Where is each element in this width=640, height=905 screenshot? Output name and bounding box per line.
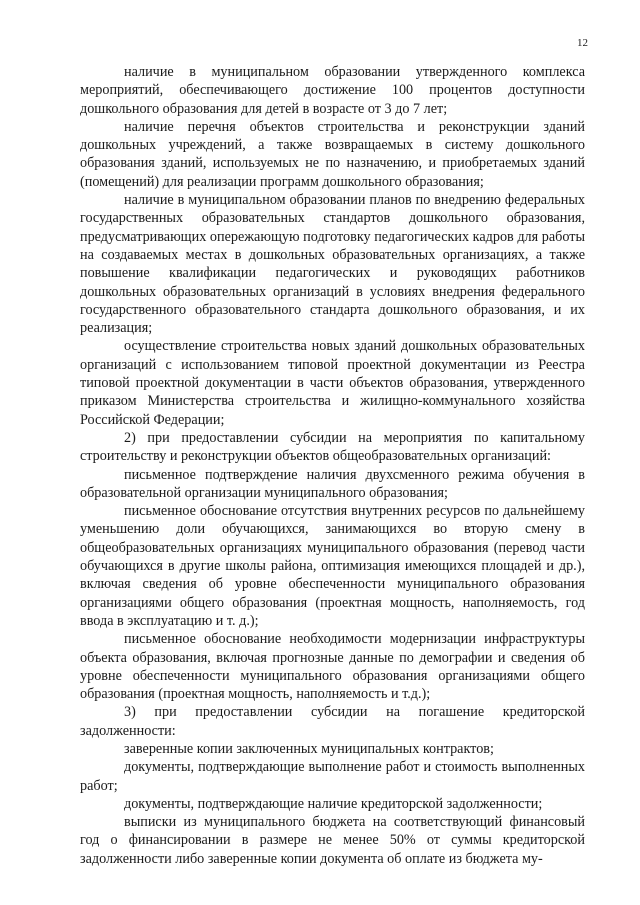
paragraph: документы, подтверждающие выполнение работ и стоимость выполненных работ; <box>80 759 585 794</box>
paragraph: осуществление строительства новых зданий дошкольных образовательных организаций с использованием типовой проектной документации из Реестра типовой проектной документации в части объектов образования, утвержденного приказом Министерства строительства и жилищно-коммунального хозяйства Российской Федерации; <box>80 338 585 428</box>
page-number: 12 <box>577 37 588 49</box>
paragraph: документы, подтверждающие наличие кредиторской задолженности; <box>124 795 543 812</box>
paragraph: наличие в муниципальном образовании планов по внедрению федеральных государственных образовательных стандартов дошкольного образования, предусматривающих опережающую подготовку педагогических кадров для работы на создаваемых местах в дошкольных образовательных организациях, а также повышение квалификации педагогических и руководящих работников дошкольных образовательных организаций в условиях внедрения федерального государственного образовательного стандарта дошкольного образования, и их реализация; <box>80 192 585 337</box>
document-body <box>80 63 585 868</box>
paragraph: выписки из муниципального бюджета на соответствующий финансовый год о финансировании в размере не менее 50% от суммы кредиторской задолженности либо заверенные копии документа об оплате из бюджета му- <box>80 814 585 867</box>
paragraph: 2) при предоставлении субсидии на мероприятия по капитальному строительству и реконструкции объектов общеобразовательных организаций: <box>80 429 585 465</box>
paragraph: письменное обоснование необходимости модернизации инфраструктуры объекта образования, включая прогнозные данные по демографии и сведения об уровне обеспеченности муниципального образования организациями общего образования (проектная мощность, наполняемость и т.д.); <box>80 631 585 703</box>
paragraph: наличие перечня объектов строительства и реконструкции зданий дошкольных учреждений, а также возвращаемых в систему дошкольного образования зданий, используемых не по назначению, и приобретаемых зданий (помещений) для реализации программ дошкольного образования; <box>80 118 585 190</box>
paragraph: 3) при предоставлении субсидии на погашение кредиторской задолженности: <box>80 704 585 739</box>
paragraph: письменное подтверждение наличия двухсменного режима обучения в образовательной организации муниципального образования; <box>80 466 585 501</box>
paragraph: наличие в муниципальном образовании утвержденного комплекса мероприятий, обеспечивающего достижение 100 процентов доступности дошкольного образования для детей в возрасте от 3 до 7 лет; <box>80 64 585 117</box>
paragraph: заверенные копии заключенных муниципальных контрактов; <box>124 740 494 757</box>
paragraph: письменное обоснование отсутствия внутренних ресурсов по дальнейшему уменьшению доли обучающихся, занимающихся во вторую смену в общеобразовательных организациях муниципального образования (перевод части обучающихся в другие школы района, оптимизация имеющихся площадей и др.), включая сведения об уровне обеспеченности муниципального образования организациями общего образования (проектная мощность, наполняемость, год ввода в эксплуатацию и т. д.); <box>80 503 585 629</box>
